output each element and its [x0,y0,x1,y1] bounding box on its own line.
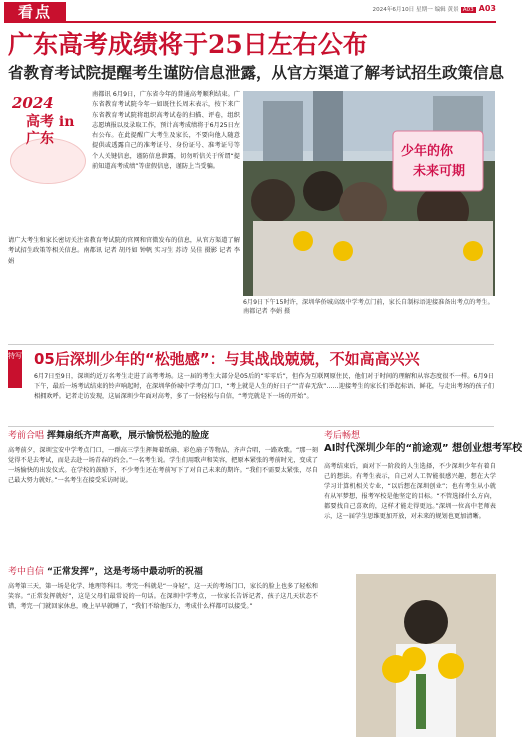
banner-text-2: 未来可期 [413,164,466,179]
header-rule [4,21,496,23]
col-c-body: 高考结束后，面对下一阶段的人生选择，不少深圳少年有着自己的想法。有考生表示，自己对人工智能很感兴趣，想在大学学习计算机相关专业，“以后想在深圳创业”；也有考生从小就有从军梦想，报考军校是他坚定的目标。“不管选择什么方向，都要找自己喜欢的，这样才能走得更远。”深圳一位高中老师表示，这一届学生思维更加开放，对未来的规划也更加清晰。 [324,463,496,520]
page-header [0,0,500,22]
subheadline: 省教育考试院提醒考生谨防信息泄露，从官方渠道了解考试招生政策信息 [8,64,505,82]
feature-side-label: 特写 [8,350,22,388]
badge-text: 高考 in 广东 [26,114,75,147]
lead-badge [8,90,88,186]
col-a-heading [8,430,209,443]
columns-divider [8,426,494,427]
section-divider [8,344,494,345]
col-b-body: 高考第三天，第一场是化学、地理等科目。考完一科就是“一身轻”，这一天的考场门口，家长的脸上也多了轻松和笑容。“正常发挥就好”，这是父母们最常说的一句话。在深圳中学考点，一位家长告诉记者，孩子这几天状态不错，考完一门就回家休息，晚上早早就睡了，“我们不给他压力，考成什么样都可以接受。” [8,583,318,610]
col-c-kicker: 考后畅想 [324,431,361,441]
photo-caption-1: 6月9日下午15时许，深圳华侨城高级中学考点门前，家长自制标语迎接准备出考点的考生。南都记者 李娟 摄 [243,299,494,315]
news-photo-student [356,574,496,737]
col-a-kicker: 考前合唱 [8,431,45,441]
section-tag: 看点 [4,2,66,22]
crowd-photo-illustration [243,91,495,296]
page-info [373,4,496,13]
col-c-heading [324,430,522,456]
news-photo-crowd [243,91,495,296]
col-c-title: AI时代深圳少年的“前途观” 想创业想考军校 [324,443,522,454]
feature-title: 05后深圳少年的“松弛感”：与其战战兢兢，不如高高兴兴 [34,350,420,368]
col-a-body: 高考前夕，深圳宝安中学考点门口，一群高三学生挥舞着纸扇、彩色扇子等物品，齐声合唱，一路欢歌。“那一刻觉得不是去考试，而是去赴一场青春的约会。”一名考生说。学生们用歌声和笑容，把原本紧张的考前时光，变成了一场愉快的出发仪式。在学校的鼓励下，不少考生还在考前写下了对自己未来的期许。“我们不需要太紧张，尽自己最大努力就好。”一名考生在接受采访时说。 [8,447,318,484]
lead-paragraph-1: 南都讯 6月9日，广东省今年的普通高考顺利结束。广东省教育考试院今年一如既往长周末表示，按下来广东省教育考试院将组织高考试卷的扫描、评卷，组织志愿填报以及录取工作，预计高考成绩将于6月25日左右公布。在此提醒广大考生及家长，不要向他人随意提供或透露自己的准考证号、身份证号、准考证号等个人关键信息，谨防信息泄露，切勿听信关于所谓“提前知道高考成绩”等虚假信息，谨防上当受骗。 [92,91,240,171]
badge-year: 2024 [12,94,54,112]
banner-text-1: 少年的你 [401,144,454,159]
lead-paragraph-2: 请广大考生和家长密切关注省教育考试院的官网和官微发布的信息，从官方渠道了解考试招生政策等相关信息。南都讯 记者 胡丹如 钟帆 实习生 苏诗 吴佳 摄影 记者 李娟 [8,237,240,265]
page-number: A03 [478,4,496,13]
col-a-title: 挥舞扇纸齐声高歌，展示愉悦松弛的脸庞 [47,431,210,441]
col-b-title: “正常发挥”，这是考场中最动听的祝福 [47,567,203,577]
hot-label: A03 [462,7,474,13]
col-b-heading [8,566,203,579]
col-b-kicker: 考中自信 [8,567,45,577]
page-date-editor: 2024年6月10日 星期一 编辑 黄景 [372,7,459,13]
student-photo-illustration [356,574,496,737]
feature-body: 6月7日至9日，深圳约近万名考生走进了高考考场。这一届的考生大部分是05后的“零零后”，但作为互联网原住民，他们对于时间的理解和从容态度很不一样。6月9日下午，最后一场考试结束的铃声响起时，在深圳华侨城中学考点门口，“考上就是人生的好日子”“青春无敌”……迎接考生的家长们举起标语、鲜花，与走出考场的孩子们相拥欢呼。记者走访发现，这届深圳少年面对高考，多了一份轻松与自信，“考完就是下一场的开始”。 [34,373,494,400]
headline: 广东高考成绩将于25日左右公布 [8,30,368,59]
